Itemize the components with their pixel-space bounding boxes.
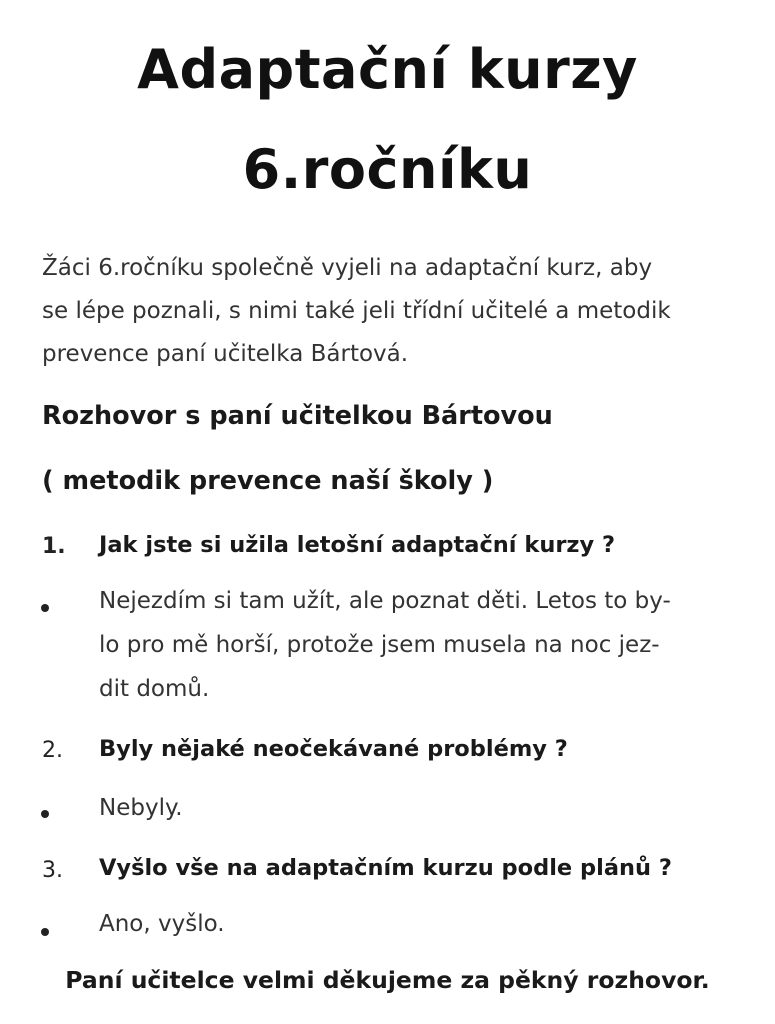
article-title-line-1: Adaptační kurzy xyxy=(137,38,638,101)
interview-subheading: ( metodik prevence naší školy ) xyxy=(42,466,494,496)
intro-line-1: Žáci 6.ročníku společně vyjeli na adaptační kurz, aby xyxy=(42,255,653,281)
question-number-1: 1. xyxy=(42,534,66,559)
article-title-line-2: 6.ročníku xyxy=(242,138,533,201)
question-1: Jak jste si užila letošní adaptační kurzy ? xyxy=(99,532,616,558)
intro-line-3: prevence paní učitelka Bártová. xyxy=(42,341,409,367)
bullet-icon xyxy=(41,604,49,612)
question-number-2: 2. xyxy=(42,738,63,763)
answer-2-line-1: Nebyly. xyxy=(99,795,183,821)
question-3: Vyšlo vše na adaptačním kurzu podle plánů ? xyxy=(99,855,672,881)
closing-thanks: Paní učitelce velmi děkujeme za pěkný rozhovor. xyxy=(65,966,710,994)
interview-heading: Rozhovor s paní učitelkou Bártovou xyxy=(42,401,553,431)
answer-3-line-1: Ano, vyšlo. xyxy=(99,911,225,937)
question-2: Byly nějaké neočekávané problémy ? xyxy=(99,736,568,762)
intro-line-2: se lépe poznali, s nimi také jeli třídní učitelé a metodik xyxy=(42,298,671,324)
answer-1-line-1: Nejezdím si tam užít, ale poznat děti. Letos to by- xyxy=(99,588,671,614)
answer-1-line-3: dit domů. xyxy=(99,676,210,702)
bullet-icon xyxy=(41,928,49,936)
answer-1-line-2: lo pro mě horší, protože jsem musela na noc jez- xyxy=(99,632,660,658)
bullet-icon xyxy=(41,810,49,818)
question-number-3: 3. xyxy=(42,858,63,883)
